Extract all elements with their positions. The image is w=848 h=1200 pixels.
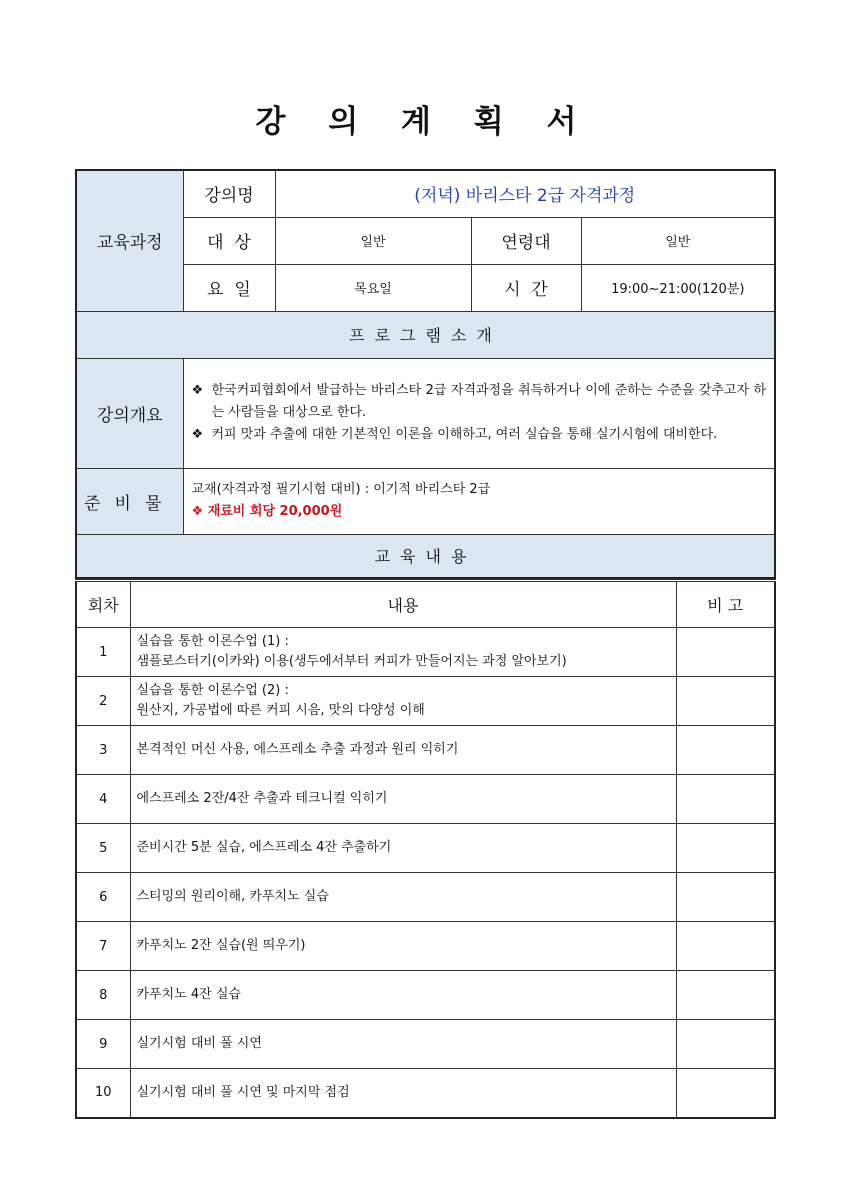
schedule-header-row: [76, 581, 775, 628]
session-note: [676, 873, 775, 922]
target-value: 일반: [275, 217, 471, 264]
session-note: [676, 971, 775, 1020]
diamond-bullet-icon: ❖: [191, 427, 204, 442]
age-value: 일반: [581, 217, 775, 264]
session-content: [130, 971, 676, 1020]
day-value: 목요일: [275, 264, 471, 311]
session-content: [130, 628, 676, 677]
session-number: 6: [76, 873, 130, 922]
session-note: [676, 726, 775, 775]
session-content-line: 실습을 통한 이론수업 (1) :: [136, 634, 289, 649]
session-content-line: 준비시간 5분 실습, 에스프레소 4잔 추출하기: [136, 840, 392, 855]
session-content: [130, 775, 676, 824]
table-row: [76, 677, 775, 726]
overview-content: [183, 358, 775, 468]
prep-label: 준비물: [76, 468, 183, 534]
session-note: [676, 628, 775, 677]
content-header: 내용: [130, 581, 676, 628]
session-content-line: 본격적인 머신 사용, 에스프레소 추출 과정과 원리 익히기: [136, 742, 459, 757]
session-content: [130, 824, 676, 873]
page-title: 강 의 계 획 서: [255, 104, 593, 140]
table-row: [76, 824, 775, 873]
fee-text: 재료비 회당 20,000원: [207, 504, 343, 519]
session-number: 10: [76, 1069, 130, 1118]
overview-label: 강의개요: [76, 358, 183, 468]
table-row: [76, 873, 775, 922]
session-content-line: 스티밍의 원리이해, 카푸치노 실습: [136, 889, 329, 904]
session-content-line: 카푸치노 4잔 실습: [136, 987, 241, 1002]
session-content: [130, 1069, 676, 1118]
overview-item-text: 커피 맛과 추출에 대한 기본적인 이론을 이해하고, 여러 실습을 통해 실기시험에 대비한다.: [211, 427, 718, 442]
overview-item: [192, 380, 767, 424]
session-content: [130, 873, 676, 922]
table-row: [76, 775, 775, 824]
time-label: 시 간: [471, 264, 581, 311]
time-value: 19:00~21:00(120분): [581, 264, 775, 311]
session-number: 3: [76, 726, 130, 775]
session-content-line: 실기시험 대비 풀 시연 및 마지막 점검: [136, 1084, 350, 1100]
course-name-value: (저녁) 바리스타 2급 자격과정: [275, 170, 775, 217]
table-row: [76, 1020, 775, 1069]
session-content-line: 에스프레소 2잔/4잔 추출과 테크니컬 익히기: [136, 791, 388, 806]
session-note: [676, 922, 775, 971]
session-note: [676, 1069, 775, 1118]
session-number: 1: [76, 628, 130, 677]
session-note: [676, 677, 775, 726]
session-number: 2: [76, 677, 130, 726]
session-number: 7: [76, 922, 130, 971]
session-number: 9: [76, 1020, 130, 1069]
table-row: [76, 628, 775, 677]
diamond-bullet-icon: ❖: [191, 504, 204, 519]
note-header: 비 고: [676, 581, 775, 628]
day-label: 요 일: [183, 264, 275, 311]
course-name-label: 강의명: [183, 170, 275, 217]
session-content: [130, 677, 676, 726]
age-label: 연령대: [471, 217, 581, 264]
session-content-line: 실기시험 대비 풀 시연: [136, 1036, 262, 1051]
overview-item: [192, 424, 767, 446]
session-content-line: 샘플로스터기(이카와) 이용(생두에서부터 커피가 만들어지는 과정 알아보기): [136, 654, 567, 669]
session-note: [676, 775, 775, 824]
category-label: 교육과정: [76, 170, 183, 311]
table-row: [76, 1069, 775, 1118]
table-row: [76, 726, 775, 775]
session-note: [676, 824, 775, 873]
session-number: 8: [76, 971, 130, 1020]
table-row: [76, 971, 775, 1020]
session-header: 회차: [76, 581, 130, 628]
session-content-line: 실습을 통한 이론수업 (2) :: [136, 683, 289, 698]
prep-text: 교재(자격과정 필기시험 대비) : 이기적 바리스타 2급: [191, 482, 491, 497]
course-info-table: [75, 169, 776, 579]
prep-content: [183, 468, 775, 534]
session-content: [130, 726, 676, 775]
target-label: 대 상: [183, 217, 275, 264]
diamond-bullet-icon: ❖: [191, 383, 204, 398]
fee-line: [192, 501, 767, 523]
overview-item-text: 한국커피협회에서 발급하는 바리스타 2급 자격과정을 취득하거나 이에 준하는 수준을 갖추고자 하는 사람들을 대상으로 한다.: [211, 383, 767, 420]
session-number: 4: [76, 775, 130, 824]
session-content: [130, 1020, 676, 1069]
table-row: [76, 922, 775, 971]
education-content-header: 교육내용: [76, 534, 775, 578]
session-number: 5: [76, 824, 130, 873]
session-content: [130, 922, 676, 971]
session-content-line: 카푸치노 2잔 실습(원 띄우기): [136, 938, 306, 953]
schedule-table: [75, 579, 776, 1119]
program-intro-header: 프로그램소개: [76, 311, 775, 358]
session-note: [676, 1020, 775, 1069]
session-content-line: 원산지, 가공법에 따른 커피 시음, 맛의 다양성 이해: [136, 703, 425, 718]
